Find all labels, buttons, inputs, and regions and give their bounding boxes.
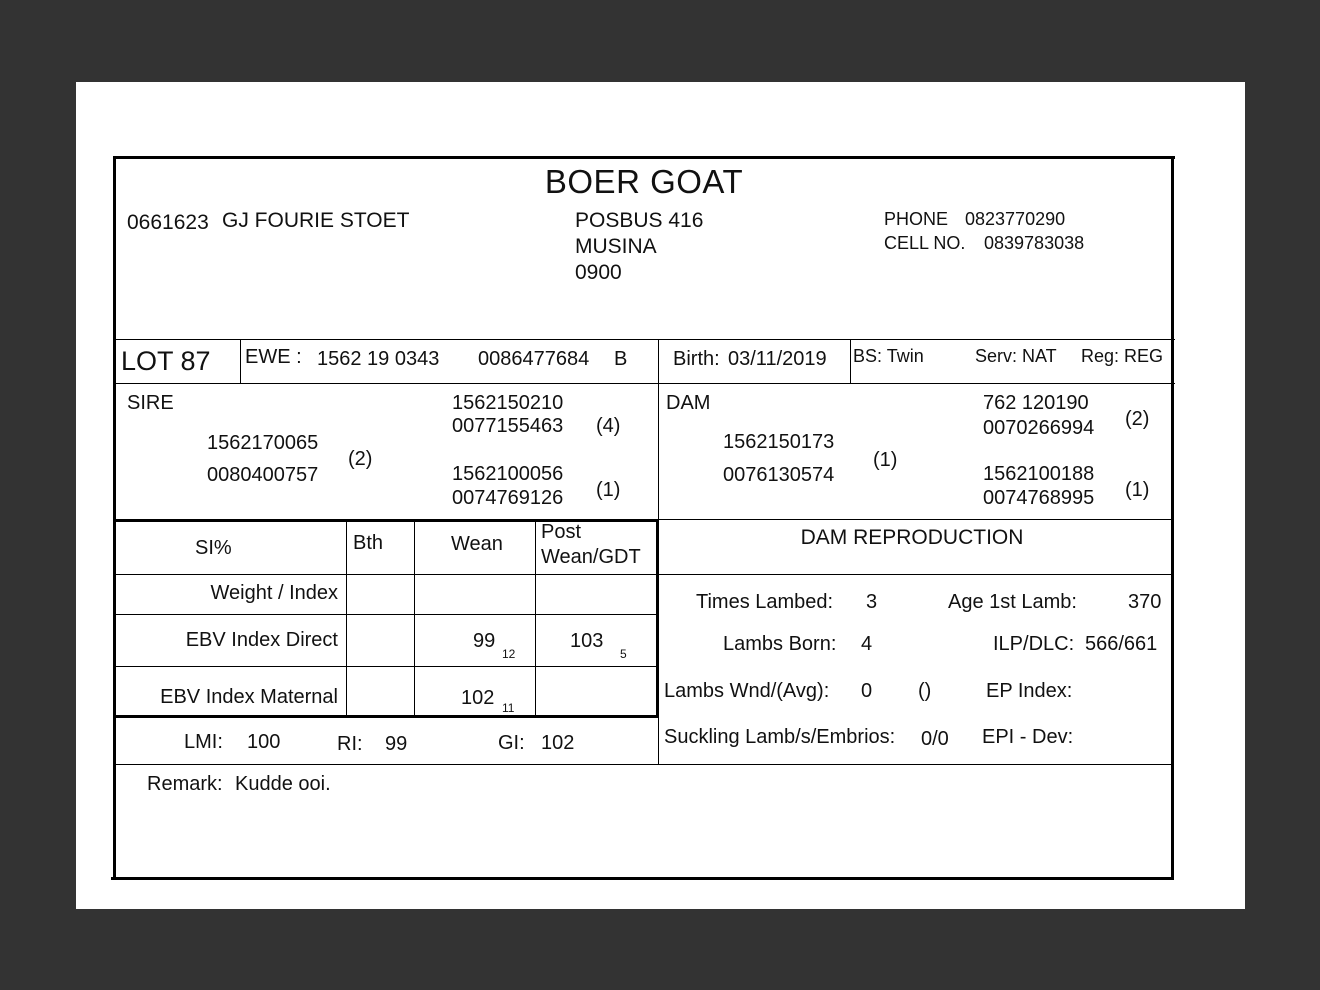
sire-dam-count: (1)	[596, 479, 621, 501]
cell-value: 0839783038	[984, 233, 1085, 253]
sire-sire-id: 0077155463	[452, 415, 564, 437]
breeder-id: 0661623	[127, 211, 209, 234]
address-line-1: POSBUS 416	[575, 209, 704, 232]
reproduction-bottom	[113, 764, 1173, 765]
sire-dam-id: 0074769126	[452, 487, 564, 509]
perf-col-1	[346, 520, 347, 717]
dam-number: 1562150173	[723, 431, 835, 453]
birth-label: Birth:	[673, 348, 720, 370]
lambs-weaned-label: Lambs Wnd/(Avg):	[664, 680, 830, 702]
divider-lot-ewe	[240, 339, 241, 384]
bs-info: BS: Twin	[853, 346, 924, 366]
perf-header-bottom	[113, 574, 658, 575]
dam-sire-number: 762 120190	[983, 392, 1089, 414]
remark-value: Kudde ooi.	[235, 773, 331, 795]
row-ebv-direct-label: EBV Index Direct	[185, 629, 338, 651]
age-first-lamb-label: Age 1st Lamb:	[948, 591, 1077, 613]
ewe-label: EWE :	[245, 346, 302, 368]
divider-lot-bottom	[113, 383, 1175, 384]
reproduction-header-bottom	[658, 574, 1173, 575]
si-percent-header: SI%	[195, 537, 232, 559]
frame-right	[1171, 156, 1174, 880]
frame-top	[113, 156, 1175, 159]
ewe-id: 0086477684	[478, 348, 590, 370]
remark-label: Remark:	[147, 773, 223, 795]
address-line-2: MUSINA	[575, 235, 657, 258]
suckling-label: Suckling Lamb/s/Embrios:	[664, 726, 896, 748]
reproduction-top	[658, 519, 1173, 520]
gi-value: 102	[541, 732, 575, 754]
dam-count: (1)	[873, 449, 898, 471]
sire-count: (2)	[348, 448, 373, 470]
address-line-3: 0900	[575, 261, 622, 284]
divider-birth-bs	[850, 339, 851, 384]
row-ebv-maternal-label: EBV Index Maternal	[160, 686, 338, 708]
sire-label: SIRE	[127, 392, 174, 414]
reg-info: Reg: REG	[1081, 346, 1164, 366]
lambs-born-label: Lambs Born:	[723, 633, 837, 655]
ebv-direct-post-sub: 5	[620, 647, 627, 661]
ri-value: 99	[385, 733, 408, 755]
ilp-dlc-value: 566/661	[1085, 633, 1158, 655]
times-lambed-value: 3	[866, 591, 878, 613]
ep-index-label: EP Index:	[986, 680, 1073, 702]
sire-sire-number: 1562150210	[452, 392, 564, 414]
ebv-maternal-wean: 102	[461, 687, 495, 709]
page-title: BOER GOAT	[544, 163, 744, 200]
divider-lot-top	[113, 339, 1175, 340]
divider-ewe-birth	[658, 339, 659, 384]
column-bth: Bth	[353, 532, 384, 554]
perf-row1-bottom	[113, 614, 658, 615]
reproduction-title: DAM REPRODUCTION	[800, 526, 1024, 549]
gi-label: GI:	[498, 732, 525, 754]
sire-dam-number: 1562100056	[452, 463, 564, 485]
dam-dam-id: 0074768995	[983, 487, 1095, 509]
column-post-wean: Post Wean/GDT	[541, 521, 641, 568]
perf-col-2	[414, 520, 415, 717]
times-lambed-label: Times Lambed:	[696, 591, 834, 613]
dam-label: DAM	[666, 392, 711, 414]
ebv-direct-post: 103	[570, 630, 604, 652]
ebv-maternal-wean-sub: 11	[502, 701, 515, 715]
frame-left	[113, 156, 116, 880]
column-wean: Wean	[451, 533, 503, 555]
ewe-number: 1562 19 0343	[317, 348, 440, 370]
sire-number: 1562170065	[207, 432, 319, 454]
lmi-value: 100	[247, 731, 281, 753]
epi-dev-label: EPI - Dev:	[982, 726, 1074, 748]
lambs-weaned-avg: ()	[918, 680, 932, 702]
birth-value: 03/11/2019	[728, 348, 827, 370]
breeder-name: GJ FOURIE STOET	[222, 209, 410, 232]
dam-sire-id: 0070266994	[983, 417, 1095, 439]
sire-sire-count: (4)	[596, 415, 621, 437]
perf-row2-bottom	[113, 666, 658, 667]
age-first-lamb-value: 370	[1128, 591, 1162, 613]
cell-label: CELL NO.	[884, 233, 966, 253]
lot-number: LOT 87	[121, 346, 211, 376]
perf-col-3	[535, 520, 536, 717]
dam-id: 0076130574	[723, 464, 835, 486]
lmi-label: LMI:	[184, 731, 223, 753]
frame-bottom	[111, 877, 1173, 880]
lambs-born-value: 4	[861, 633, 873, 655]
lambs-weaned-value: 0	[861, 680, 873, 702]
dam-dam-number: 1562100188	[983, 463, 1095, 485]
ebv-direct-wean-sub: 12	[502, 647, 516, 661]
perf-table-bottom	[113, 715, 658, 718]
ewe-grade: B	[614, 348, 628, 370]
row-weight-index-label: Weight / Index	[210, 582, 338, 604]
suckling-value: 0/0	[921, 728, 949, 750]
boer-goat-card	[113, 156, 1175, 881]
ri-label: RI:	[337, 733, 363, 755]
dam-dam-count: (1)	[1125, 479, 1150, 501]
ilp-dlc-label: ILP/DLC:	[993, 633, 1075, 655]
phone-label: PHONE	[884, 209, 949, 229]
serv-info: Serv: NAT	[975, 346, 1057, 366]
ebv-direct-wean: 99	[473, 630, 496, 652]
phone-value: 0823770290	[965, 209, 1066, 229]
dam-sire-count: (2)	[1125, 408, 1150, 430]
sire-id: 0080400757	[207, 464, 319, 486]
